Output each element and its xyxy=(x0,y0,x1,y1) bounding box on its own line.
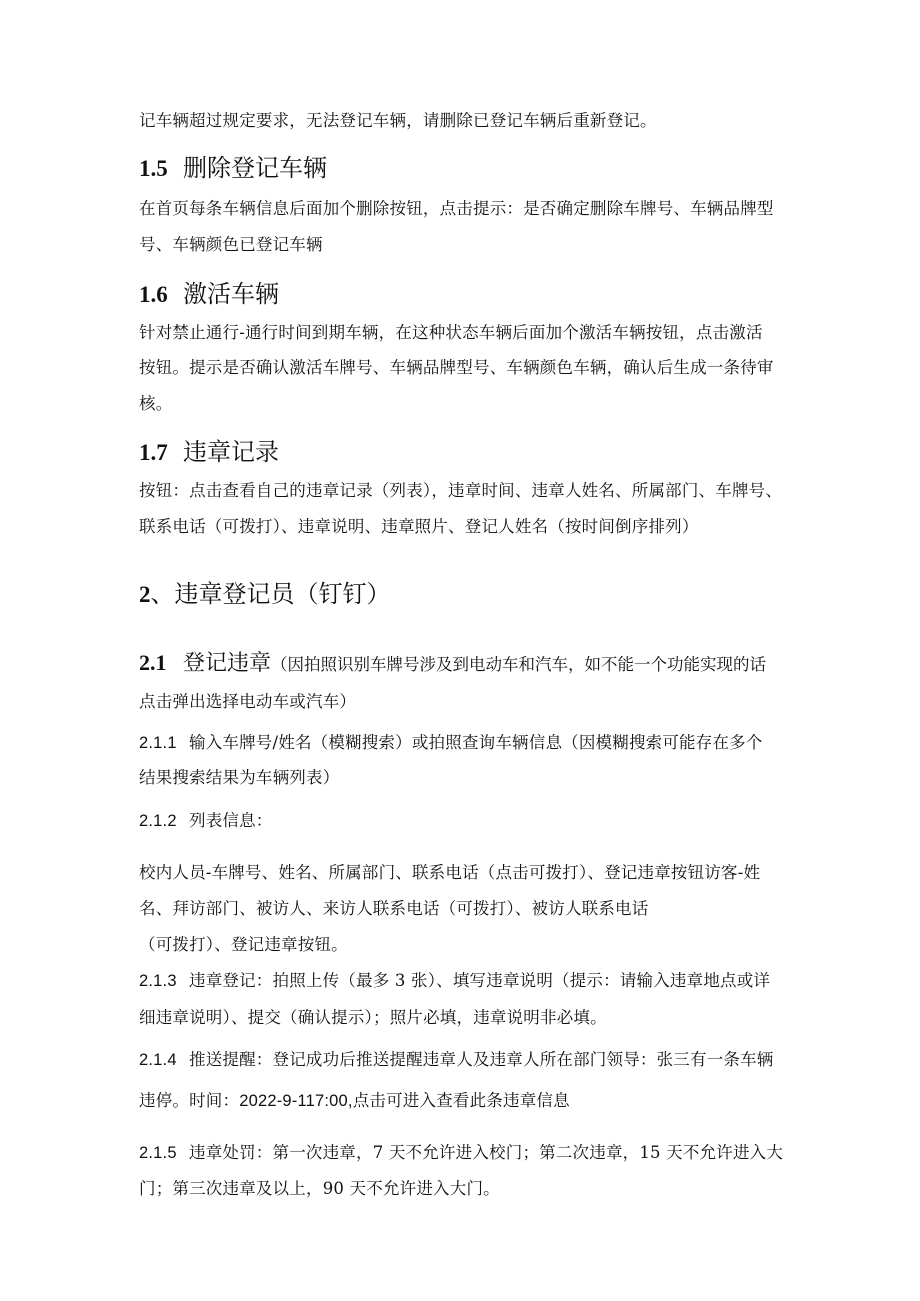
heading-note: （因拍照识别车牌号涉及到电动车和汽车，如不能一个功能实现的话 xyxy=(271,655,767,674)
paragraph-line: 细违章说明）、提交（确认提示）；照片必填，违章说明非必填。 xyxy=(139,1008,607,1027)
heading-text: 、违章登记员（钉钉） xyxy=(150,580,391,608)
subsection-text: 违章登记：拍照上传（最多 3 张）、填写违章说明（提示：请输入违章地点或详 xyxy=(189,971,771,990)
heading-1-5 xyxy=(139,152,327,185)
subsection-2-1-1 xyxy=(139,732,799,754)
heading-text: 登记违章 xyxy=(183,651,272,676)
heading-text: 删除登记车辆 xyxy=(183,154,327,182)
paragraph-line: 门；第三次违章及以上，90 天不允许进入大门。 xyxy=(139,1179,500,1198)
heading-1-7 xyxy=(139,436,279,469)
paragraph-line: 联系电话（可拨打）、违章说明、违章照片、登记人姓名（按时间倒序排列） xyxy=(139,517,699,536)
paragraph-line: 针对禁止通行-通行时间到期车辆，在这种状态车辆后面加个激活车辆按钮，点击激活 xyxy=(139,323,763,342)
timestamp-run: 2022-9-117:00, xyxy=(239,1092,353,1110)
paragraph-line: 在首页每条车辆信息后面加个删除按钮，点击提示：是否确定删除车牌号、车辆品牌型 xyxy=(139,199,774,218)
heading-text: 激活车辆 xyxy=(183,280,279,308)
text-run: 点击可进入查看此条违章信息 xyxy=(352,1091,570,1110)
paragraph-line: 号、车辆颜色已登记车辆 xyxy=(139,235,323,254)
subsection-number: 2.1.1 xyxy=(139,734,177,752)
subsection-2-1-2 xyxy=(139,810,799,832)
subsection-text: 输入车牌号/姓名（模糊搜索）或拍照查询车辆信息（因模糊搜索可能存在多个 xyxy=(189,733,763,752)
heading-2-1 xyxy=(139,648,766,680)
subsection-2-1-3 xyxy=(139,970,799,992)
heading-2 xyxy=(139,578,391,611)
heading-number: 1.7 xyxy=(139,440,168,465)
text-run: 违停。时间： xyxy=(139,1091,240,1110)
subsection-number: 2.1.3 xyxy=(139,972,177,990)
subsection-number: 2.1.5 xyxy=(139,1144,177,1162)
paragraph-line: 按钮：点击查看自己的违章记录（列表），违章时间、违章人姓名、所属部门、车牌号、 xyxy=(139,481,783,500)
paragraph-line: （可拨打）、登记违章按钮。 xyxy=(139,935,348,954)
paragraph-line: 名、拜访部门、被访人、来访人联系电话（可拨打）、被访人联系电话 xyxy=(139,899,649,918)
subsection-number: 2.1.4 xyxy=(139,1051,177,1069)
heading-number: 2.1 xyxy=(139,650,167,675)
paragraph-line xyxy=(139,1090,799,1112)
heading-number: 2 xyxy=(139,582,151,607)
paragraph-line: 按钮。提示是否确认激活车牌号、车辆品牌型号、车辆颜色车辆，确认后生成一条待审 xyxy=(139,358,774,377)
subsection-text: 违章处罚：第一次违章，7 天不允许进入校门；第二次违章，15 天不允许进入大 xyxy=(189,1143,784,1162)
subsection-number: 2.1.2 xyxy=(139,812,177,830)
heading-number: 1.6 xyxy=(139,282,168,307)
subsection-text: 列表信息： xyxy=(189,811,273,830)
paragraph-line: 核。 xyxy=(139,394,173,413)
subsection-2-1-4 xyxy=(139,1049,799,1071)
paragraph-line: 校内人员-车牌号、姓名、所属部门、联系电话（点击可拨打）、登记违章按钮访客-姓 xyxy=(139,863,761,882)
paragraph-line: 点击弹出选择电动车或汽车） xyxy=(139,692,357,711)
paragraph-line: 结果搜索结果为车辆列表） xyxy=(139,768,340,787)
heading-text: 违章记录 xyxy=(183,438,279,466)
subsection-text: 推送提醒：登记成功后推送提醒违章人及违章人所在部门领导：张三有一条车辆 xyxy=(189,1050,774,1069)
subsection-2-1-5 xyxy=(139,1142,799,1164)
heading-1-6 xyxy=(139,278,279,311)
paragraph-line: 记车辆超过规定要求，无法登记车辆，请删除已登记车辆后重新登记。 xyxy=(139,111,657,130)
heading-number: 1.5 xyxy=(139,156,168,181)
